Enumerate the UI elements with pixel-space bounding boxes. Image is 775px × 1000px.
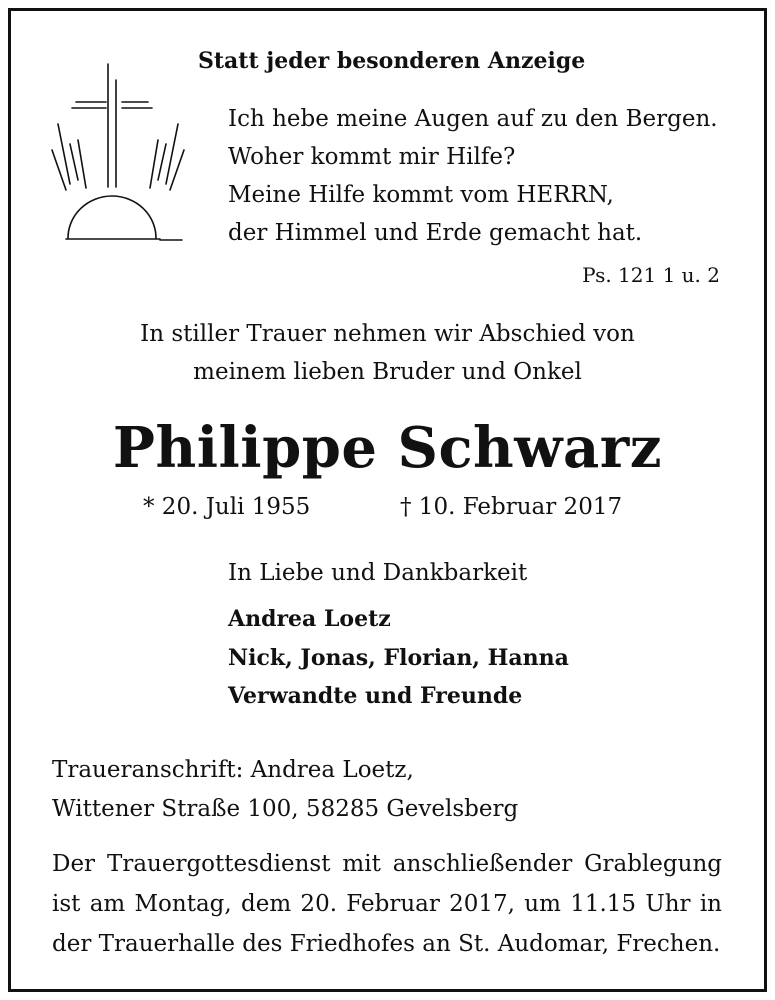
cross-sunrise-icon — [48, 62, 188, 252]
intro-line: meinem lieben Bruder und Onkel — [193, 359, 582, 385]
service-info: Der Trauergottesdienst mit anschließender Grablegung ist am Montag, dem 20. Februar 2017, um 11.15 Uhr in der Trauerhalle des Friedhofes an St. Audomar, Frechen. — [52, 851, 722, 957]
mourner-name: Andrea Loetz — [228, 606, 391, 632]
intro-line: In stiller Trauer nehmen wir Abschied von — [140, 321, 635, 347]
notice-header: Statt jeder besonderen Anzeige — [198, 48, 586, 74]
address-line: Traueranschrift: Andrea Loetz, — [52, 757, 414, 783]
birth-date: * 20. Juli 1955 — [143, 494, 311, 520]
death-date: † 10. Februar 2017 — [400, 494, 623, 520]
verse-line: Ich hebe meine Augen auf zu den Bergen. — [228, 106, 718, 132]
address-line: Wittener Straße 100, 58285 Gevelsberg — [52, 796, 519, 822]
mourner-name: Nick, Jonas, Florian, Hanna — [228, 645, 569, 671]
deceased-name: Philippe Schwarz — [112, 415, 663, 481]
verse-line: Woher kommt mir Hilfe? — [228, 144, 516, 170]
mourner-name: Verwandte und Freunde — [228, 683, 523, 709]
verse-line: der Himmel und Erde gemacht hat. — [228, 220, 643, 246]
verse-reference: Ps. 121 1 u. 2 — [582, 263, 720, 287]
verse-line: Meine Hilfe kommt vom HERRN, — [228, 182, 614, 208]
mourners-intro: In Liebe und Dankbarkeit — [228, 560, 528, 586]
